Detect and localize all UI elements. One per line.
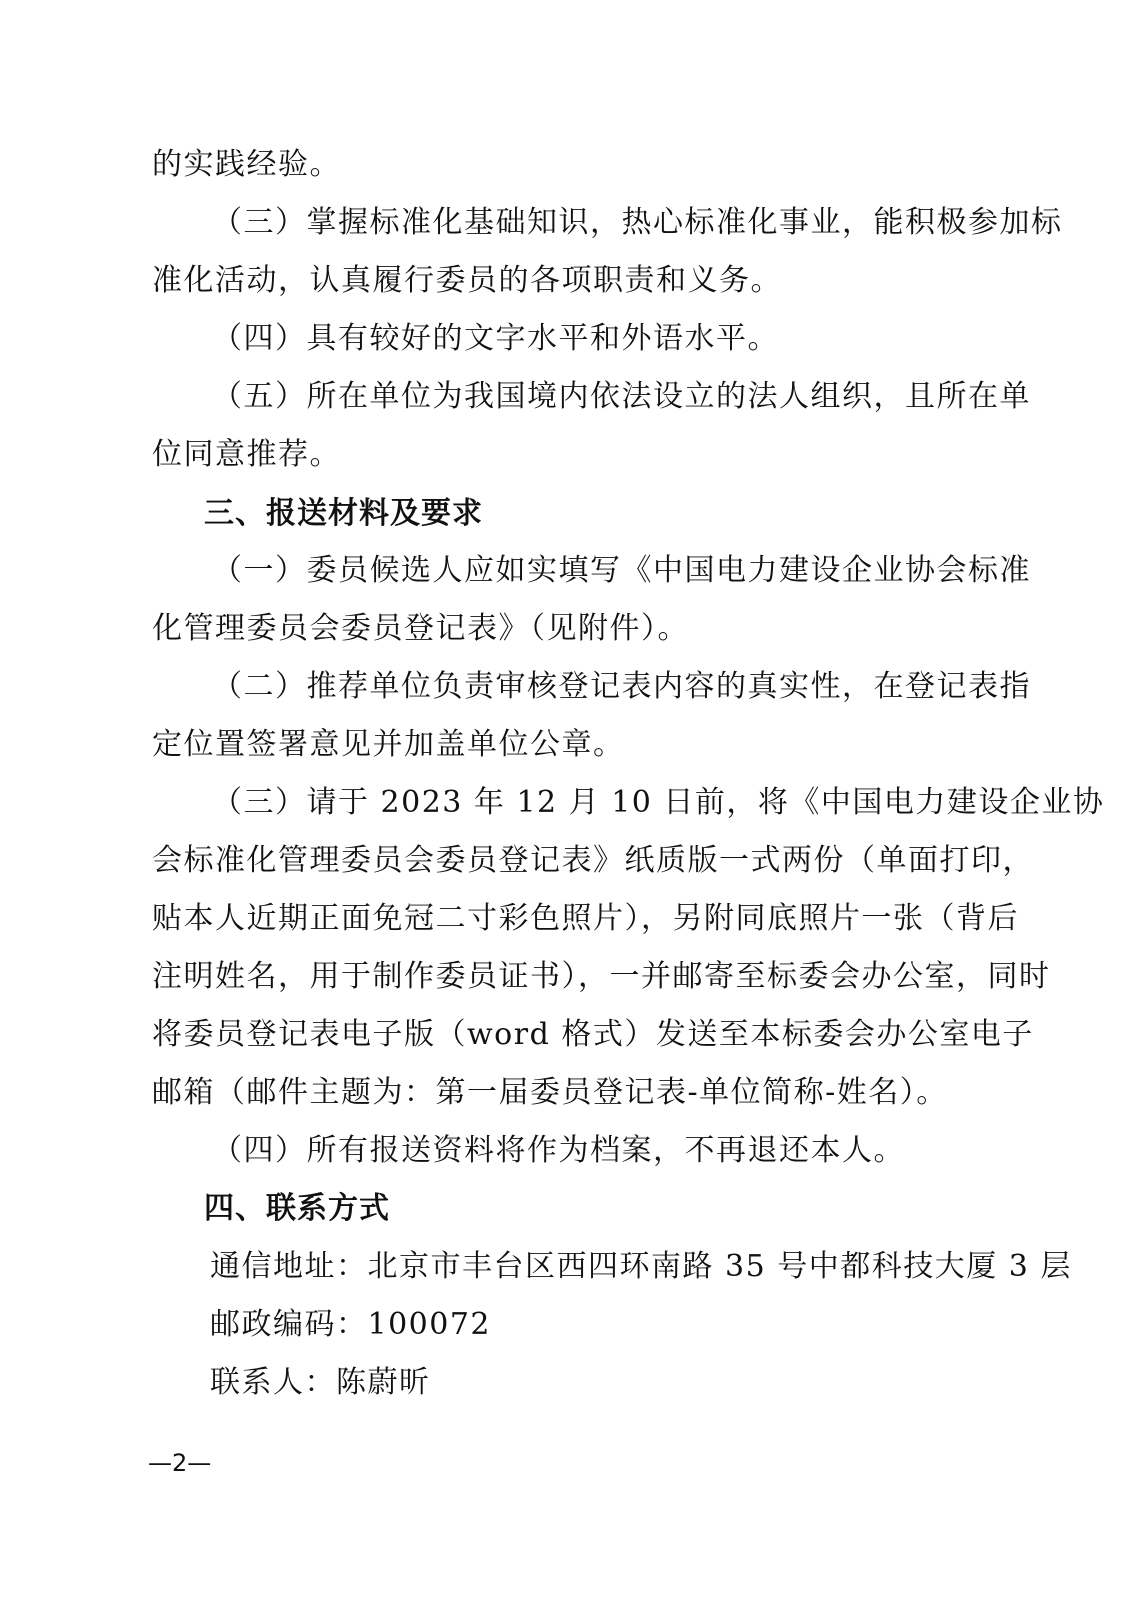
paragraph-line: （三）掌握标准化基础知识，热心标准化事业，能积极参加标 xyxy=(212,205,1063,240)
paragraph-line: 贴本人近期正面免冠二寸彩色照片），另附同底照片一张（背后 xyxy=(152,901,1019,936)
paragraph-line: 注明姓名，用于制作委员证书），一并邮寄至标委会办公室，同时 xyxy=(152,959,1051,994)
paragraph-line: 化管理委员会委员登记表》（见附件）。 xyxy=(152,611,689,646)
section-heading: 四、联系方式 xyxy=(204,1191,390,1226)
paragraph-line: （一）委员候选人应如实填写《中国电力建设企业协会标准 xyxy=(212,553,1031,588)
contact-person: 联系人：陈蔚昕 xyxy=(210,1365,431,1400)
paragraph-line: 将委员登记表电子版（word 格式）发送至本标委会办公室电子 xyxy=(152,1017,1034,1052)
section-heading: 三、报送材料及要求 xyxy=(204,496,483,531)
contact-postcode: 邮政编码：100072 xyxy=(210,1307,492,1342)
contact-address: 通信地址：北京市丰台区西四环南路 35 号中都科技大厦 3 层 xyxy=(210,1249,1072,1284)
paragraph-line: 邮箱（邮件主题为：第一届委员登记表-单位简称-姓名）。 xyxy=(152,1075,948,1110)
paragraph-line: （四）所有报送资料将作为档案，不再退还本人。 xyxy=(212,1133,905,1168)
paragraph-line: （五）所在单位为我国境内依法设立的法人组织，且所在单 xyxy=(212,379,1031,414)
paragraph-line: 位同意推荐。 xyxy=(152,437,341,472)
paragraph-line: 的实践经验。 xyxy=(152,147,341,182)
paragraph-line: 会标准化管理委员会委员登记表》纸质版一式两份（单面打印， xyxy=(152,843,1034,878)
paragraph-line: （四）具有较好的文字水平和外语水平。 xyxy=(212,321,779,356)
paragraph-line: 定位置签署意见并加盖单位公章。 xyxy=(152,727,625,762)
paragraph-line: （二）推荐单位负责审核登记表内容的真实性，在登记表指 xyxy=(212,669,1031,704)
paragraph-line: （三）请于 2023 年 12 月 10 日前，将《中国电力建设企业协 xyxy=(212,785,1105,820)
paragraph-line: 准化活动，认真履行委员的各项职责和义务。 xyxy=(152,263,782,298)
page-number: —2— xyxy=(148,1449,212,1477)
